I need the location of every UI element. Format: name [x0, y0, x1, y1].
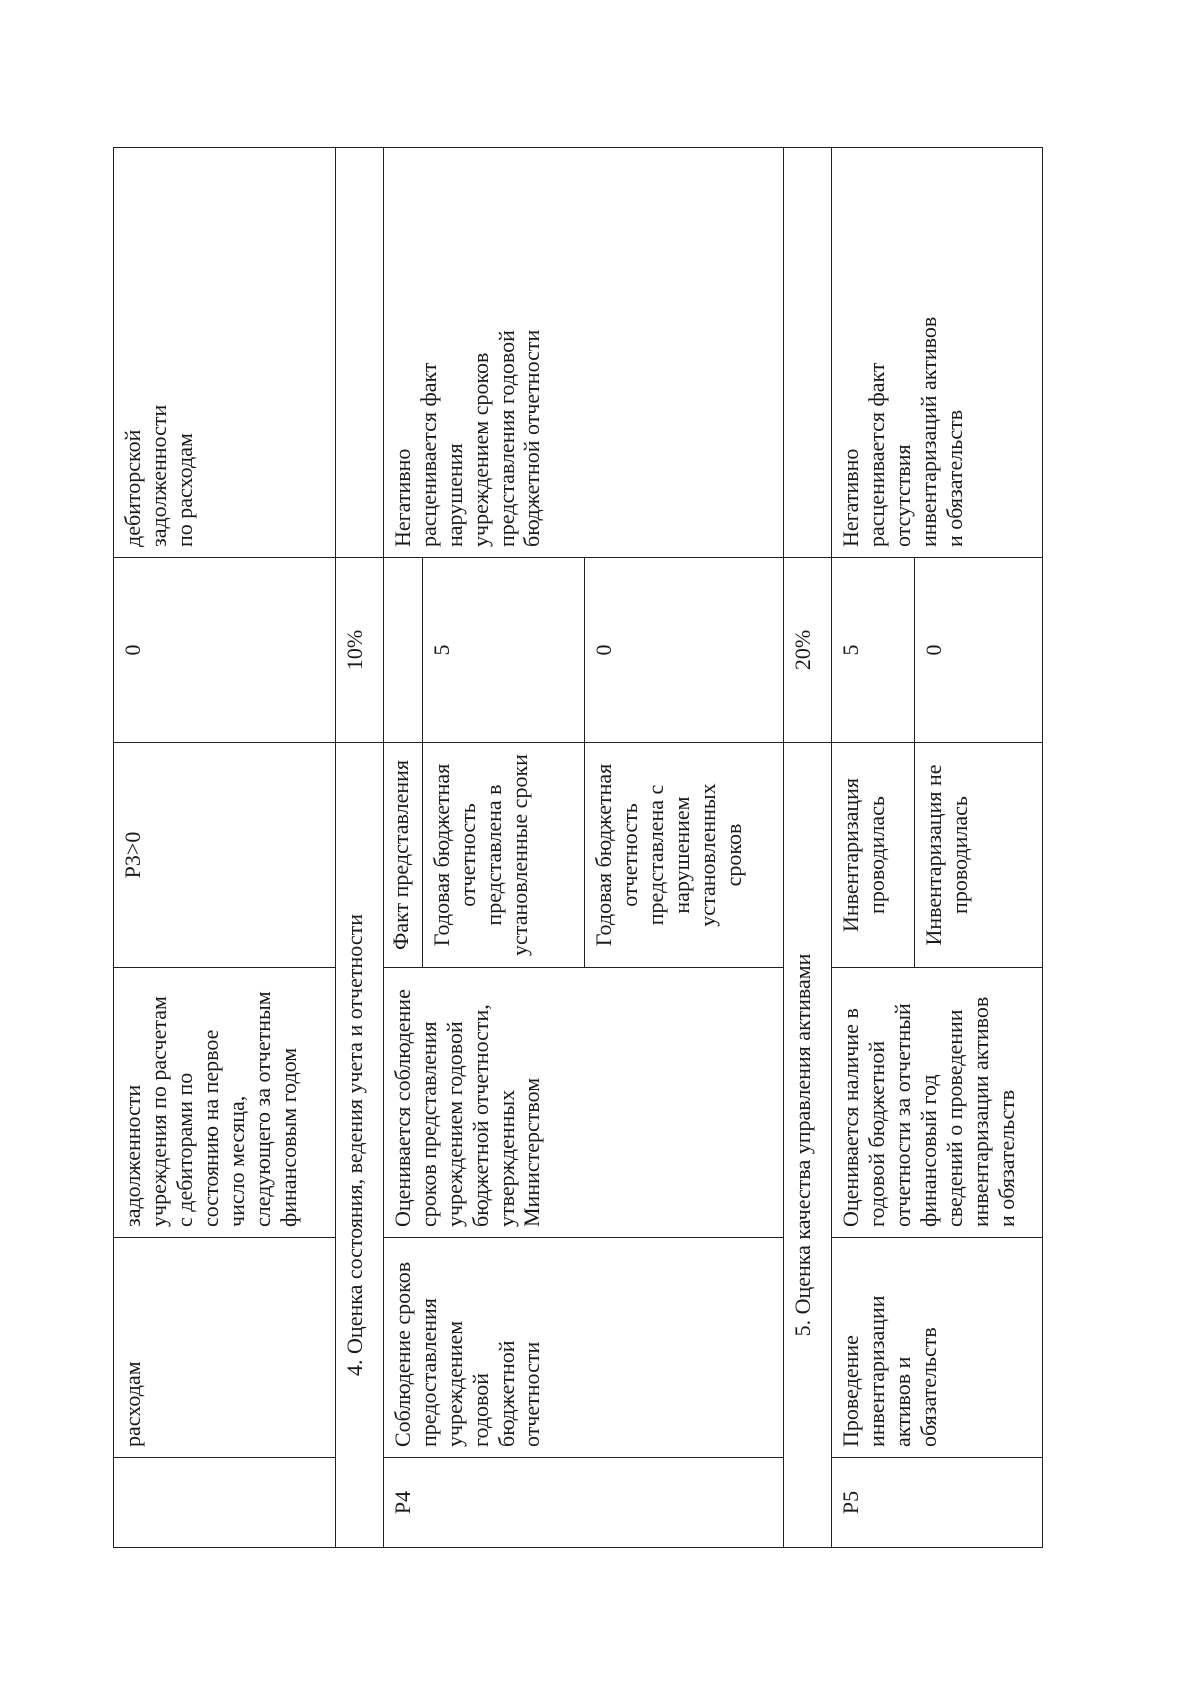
section-title: 5. Оценка качества управления активами — [784, 743, 832, 1548]
section-empty-cell — [784, 148, 832, 558]
condition-cell: Годовая бюджетная отчетность представлена в установленные сроки — [422, 743, 584, 968]
section-row-4 — [336, 148, 384, 1548]
condition-header-cell: Факт представления — [383, 743, 422, 968]
indicator-description-cell: Оценивается наличие в годовой бюджетной отчетности за отчетный финансовый год сведений о проведении инвентаризации активов и обязательств — [832, 968, 1043, 1238]
comment-cell: Негативно расценивается факт нарушения учреждением сроков представления годовой бюджетной отчетности — [383, 148, 784, 558]
score-cell: 5 — [832, 558, 915, 743]
rotated-page — [113, 148, 1043, 1548]
condition-cell: Годовая бюджетная отчетность представлена с нарушением установленных сроков — [585, 743, 784, 968]
indicator-description-cell: задолженности учреждения по расчетам с дебиторами по состоянию на первое число месяца, следующего за отчетным финансовым годом — [114, 968, 336, 1238]
section-weight: 20% — [784, 558, 832, 743]
comment-cell: дебиторской задолженности по расходам — [114, 148, 336, 558]
indicator-code: P4 — [383, 1458, 784, 1548]
indicator-name-cell: расходам — [114, 1238, 336, 1458]
table-row-p4-header — [383, 148, 422, 1548]
score-cell: 0 — [114, 558, 336, 743]
table-row-p5-option-1 — [832, 148, 915, 1548]
indicator-name-cell: Соблюдение сроков предоставления учреждением годовой бюджетной отчетности — [383, 1238, 784, 1458]
indicator-name-cell: Проведение инвентаризации активов и обязательств — [832, 1238, 1043, 1458]
section-title: 4. Оценка состояния, ведения учета и отчетности — [336, 743, 384, 1548]
score-cell: 5 — [422, 558, 584, 743]
indicator-description-cell: Оценивается соблюдение сроков представления учреждением годовой бюджетной отчетности, утвержденных Министерством — [383, 968, 784, 1238]
section-empty-cell — [336, 148, 384, 558]
score-cell-empty — [383, 558, 422, 743]
table-row-continuation — [114, 148, 336, 1548]
score-cell: 0 — [914, 558, 1042, 743]
score-cell: 0 — [585, 558, 784, 743]
code-cell-empty — [114, 1458, 336, 1548]
condition-cell: Инвентаризация не проводилась — [914, 743, 1042, 968]
comment-cell: Негативно расценивается факт отсутствия инвентаризаций активов и обязательств — [832, 148, 1043, 558]
condition-cell: Инвентаризация проводилась — [832, 743, 915, 968]
rating-criteria-table — [113, 147, 1043, 1548]
indicator-code: P5 — [832, 1458, 1043, 1548]
condition-cell: P3>0 — [114, 743, 336, 968]
section-row-5 — [784, 148, 832, 1548]
section-weight: 10% — [336, 558, 384, 743]
